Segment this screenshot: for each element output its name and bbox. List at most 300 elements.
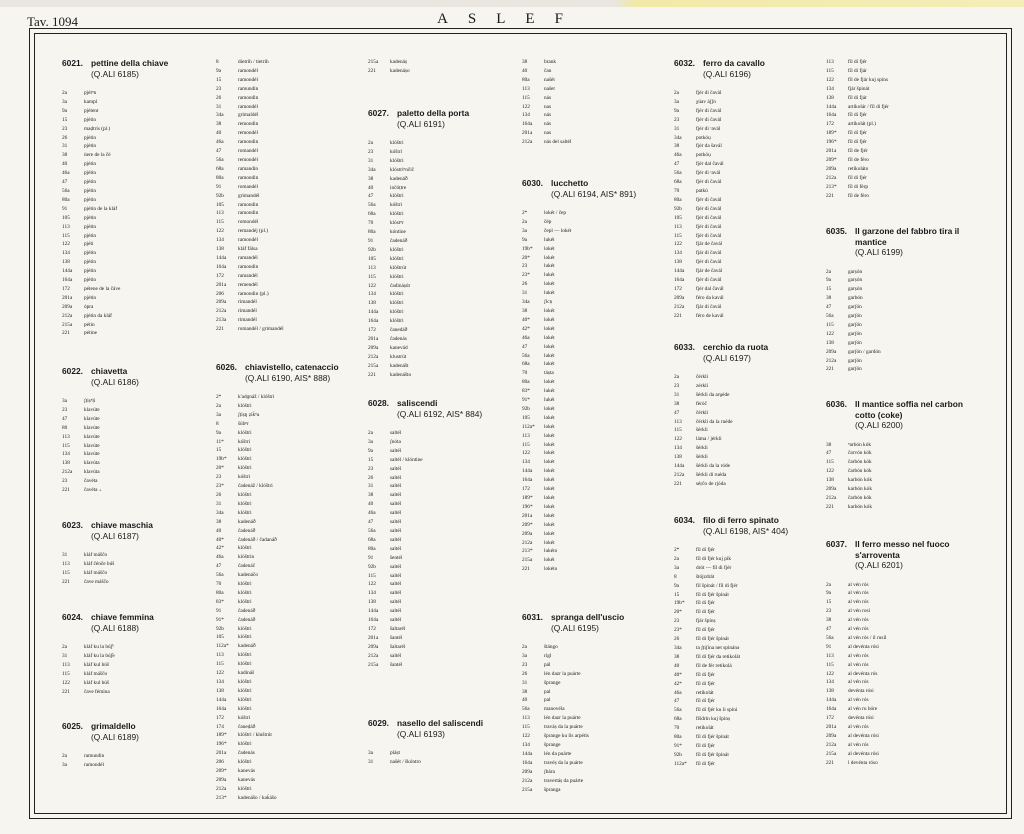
- list-item: [62, 134, 207, 143]
- point-code: 38: [674, 143, 680, 150]
- list-item: [674, 662, 819, 671]
- list-item: [826, 138, 971, 147]
- point-code: 164a: [522, 121, 533, 128]
- dialect-form: saltél / klóntine: [390, 456, 423, 463]
- list-item: [522, 679, 667, 688]
- entry: [522, 58, 667, 147]
- dialect-form: lokét: [544, 254, 555, 261]
- entry-title: grimaldello: [91, 721, 136, 731]
- entry-heading: [368, 718, 513, 729]
- dialect-form: fíl di fjér: [696, 760, 715, 767]
- dialect-form: šérkli da la róde: [696, 463, 730, 470]
- list-item: [826, 268, 971, 277]
- point-code: 138: [62, 259, 70, 266]
- point-code: 56a: [826, 634, 834, 641]
- list-item: [62, 125, 207, 134]
- point-code: 209a: [826, 486, 837, 493]
- list-item: [368, 527, 513, 536]
- dialect-form: klóštri: [238, 589, 252, 596]
- list-item: [368, 598, 513, 607]
- list-item: [674, 462, 819, 471]
- list-item: [216, 272, 361, 281]
- list-item: [826, 103, 971, 112]
- dialect-form: fíl di fjér: [696, 609, 715, 616]
- dialect-form: nás: [544, 121, 552, 128]
- entry-heading: [674, 515, 819, 526]
- dialect-form: pjétin: [84, 277, 97, 284]
- point-code: 19b*: [216, 456, 227, 463]
- point-code: 9a: [216, 67, 221, 74]
- entry-title: Il ferro messo nel fuoco s'arroventa: [855, 539, 950, 560]
- list-item: [826, 687, 971, 696]
- dialect-form: čaneḍáð: [238, 723, 256, 730]
- entry: [368, 108, 513, 379]
- list-item: [674, 205, 819, 214]
- list-item: [216, 76, 361, 85]
- point-code: 138: [826, 477, 834, 484]
- dialect-form: fíl di fèrp: [848, 183, 869, 190]
- list-item: [674, 555, 819, 564]
- entry-title: Il mantice soffia nel carbon cotto (coke): [855, 399, 963, 420]
- dialect-form: fjár di čavál: [696, 303, 722, 310]
- dialect-form: romandél: [238, 183, 259, 190]
- entry: [62, 612, 207, 696]
- point-code: 2a: [62, 753, 67, 759]
- dialect-form: fjár di čavál: [696, 250, 722, 257]
- point-code: 215a: [368, 362, 379, 369]
- point-code: 138: [216, 687, 224, 694]
- entry-title: cerchio da ruota: [703, 342, 769, 352]
- list-item: [216, 633, 361, 642]
- dialect-form: fjér di čavál: [696, 259, 722, 266]
- list-item: [674, 626, 819, 635]
- dialect-form: čadenáð: [238, 527, 256, 534]
- point-code: 138: [674, 259, 682, 266]
- point-code: 91: [216, 183, 222, 190]
- list-item: [368, 580, 513, 589]
- list-item: [368, 465, 513, 474]
- list-item: [368, 344, 513, 353]
- list-item: [62, 433, 207, 442]
- dialect-form: klóštri: [238, 652, 252, 659]
- point-code: 47: [674, 698, 680, 705]
- point-code: 40*: [522, 316, 530, 323]
- list-item: [522, 449, 667, 458]
- point-code: 92b: [216, 625, 224, 632]
- dialect-form: saltél: [390, 652, 402, 659]
- list-item: [522, 556, 667, 565]
- point-code: 47: [368, 193, 374, 200]
- point-code: 9a: [826, 590, 831, 597]
- dialect-form: remondél: [238, 130, 259, 137]
- point-code: 221: [62, 330, 70, 337]
- list-item: [368, 643, 513, 652]
- dialect-form: klóštri: [238, 705, 252, 712]
- dialect-form: garʃón: [848, 304, 862, 311]
- point-code: 113: [522, 85, 530, 92]
- dialect-form: čadenáð: [390, 237, 408, 244]
- list-item: [216, 254, 361, 263]
- dialect-form: pétene de la čáve: [84, 285, 121, 292]
- list-item: [674, 680, 819, 689]
- dialect-form: fjér di ᶜavál: [696, 170, 721, 177]
- point-code: 46a: [216, 139, 224, 146]
- list-item: [522, 441, 667, 450]
- dialect-form: garbón: [848, 295, 863, 302]
- point-code: 56a: [674, 707, 682, 714]
- list-item: [216, 464, 361, 473]
- dialect-form: karbón kók: [848, 486, 872, 493]
- list-item: [674, 382, 819, 391]
- point-code: 113: [826, 59, 834, 65]
- point-code: 113: [216, 210, 224, 217]
- point-code: 23: [674, 618, 680, 625]
- list-item: [522, 643, 667, 652]
- dialect-form: štójzdrát: [696, 573, 715, 580]
- dialect-form: fjér di čavál: [696, 223, 722, 230]
- dialect-form: garʃón: [848, 330, 862, 337]
- point-code: 174: [216, 723, 224, 730]
- dialect-form: kadenáṣo: [390, 67, 410, 74]
- dialect-form: klóštri: [390, 318, 404, 325]
- entry-number: 6024.: [62, 612, 83, 622]
- point-code: 213*: [216, 794, 227, 801]
- list-item: [216, 307, 361, 316]
- list-item: [522, 723, 667, 732]
- dialect-form: lokét: [544, 459, 555, 466]
- point-code: 122: [826, 468, 834, 475]
- point-code: 19b*: [522, 245, 533, 252]
- list-item: [522, 111, 667, 120]
- dialect-form: lokét: [544, 423, 555, 430]
- dialect-form: fíl di fjér ku li spíni: [696, 707, 738, 714]
- dialect-form: kláf kul búš: [84, 679, 110, 686]
- dialect-form: fíšdrin kuj špinṣ: [696, 716, 731, 723]
- list-item: [368, 518, 513, 527]
- list-item: [674, 294, 819, 303]
- dialect-form: kóntine: [390, 229, 406, 236]
- dialect-form: ramandél: [238, 272, 258, 279]
- point-code: 42*: [674, 680, 682, 687]
- point-code: 221: [826, 192, 834, 199]
- point-code: 144a: [522, 468, 533, 475]
- list-item: [826, 348, 971, 357]
- point-code: 209a: [826, 348, 837, 355]
- list-item: [368, 491, 513, 500]
- dialect-form: lokét: [544, 486, 555, 493]
- entry: [216, 362, 361, 803]
- dialect-form: šérkli di ruéda: [696, 471, 727, 478]
- dialect-form: ramondin: [238, 174, 259, 181]
- dialect-form: klóštri: [238, 581, 252, 588]
- list-item: [368, 290, 513, 299]
- dialect-form: saltél: [390, 617, 402, 624]
- point-code: 23: [522, 263, 528, 270]
- dialect-form: l devénta róso: [848, 759, 878, 766]
- dialect-form: ʃnóta: [390, 438, 401, 445]
- point-code: 122: [674, 241, 682, 248]
- entry-number: 6026.: [216, 362, 237, 372]
- dialect-form: klavúta: [84, 460, 100, 467]
- list-item: [368, 661, 513, 670]
- point-code: 38: [522, 59, 528, 65]
- point-code: 138: [826, 339, 834, 346]
- dialect-form: inčóṭtre: [390, 184, 407, 191]
- dialect-form: rígl: [544, 652, 552, 659]
- list-item: [216, 696, 361, 705]
- list-item: [522, 432, 667, 441]
- dialect-form: saltél: [390, 465, 402, 472]
- list-item: [368, 237, 513, 246]
- dialect-form: kláf kul búš: [84, 661, 110, 668]
- point-code: 40: [216, 130, 222, 137]
- point-code: 164a: [522, 477, 533, 484]
- point-code: 209a: [522, 768, 533, 775]
- point-code: 221: [62, 688, 70, 695]
- dialect-form: ramondél: [238, 67, 259, 74]
- point-code: 9a: [62, 107, 67, 114]
- point-code: 112a*: [522, 423, 535, 430]
- point-code: 47: [62, 179, 68, 186]
- point-code: 215a: [368, 661, 379, 668]
- point-code: 115: [62, 569, 70, 576]
- point-code: 3a: [62, 398, 67, 404]
- dialect-form: čarbón kók: [848, 494, 872, 501]
- dialect-form: saltél: [390, 501, 402, 508]
- entry-source: (Q.ALI 6190, AIS* 888): [245, 372, 331, 383]
- list-item: [216, 723, 361, 732]
- dialect-form: grimaldél: [238, 112, 259, 119]
- point-code: 80a: [62, 196, 70, 203]
- dialect-form: remondin: [238, 121, 259, 128]
- list-item: [674, 232, 819, 241]
- point-code: 34a: [674, 134, 682, 141]
- point-code: 23: [522, 661, 528, 668]
- dialect-form: klóštri: [238, 759, 252, 766]
- dialect-form: pjétin: [84, 143, 97, 150]
- point-code: 15: [368, 456, 374, 463]
- dialect-form: našét / škóntro: [390, 758, 421, 765]
- list-item: [216, 776, 361, 785]
- point-code: 144a: [62, 268, 73, 275]
- list-item: [368, 264, 513, 273]
- list-item: [216, 705, 361, 714]
- list-item: [216, 562, 361, 571]
- list-item: [826, 303, 971, 312]
- dialect-form: klóštri: [238, 447, 252, 454]
- point-code: 209a: [522, 530, 533, 537]
- point-code: 80a: [216, 174, 224, 181]
- dialect-form: ópra: [84, 303, 94, 310]
- dialect-form: lén dazr la puárte: [544, 670, 581, 677]
- point-code: 113: [62, 560, 70, 567]
- list-item: [216, 749, 361, 758]
- entry-number: 6029.: [368, 718, 389, 728]
- dialect-form: retikolát: [696, 725, 714, 732]
- point-code: 113: [522, 715, 530, 722]
- list-item: [62, 276, 207, 285]
- point-code: 115: [216, 661, 224, 668]
- point-code: 144a: [368, 608, 379, 615]
- point-code: 209a: [674, 294, 685, 301]
- entry-heading: [522, 178, 667, 189]
- point-code: 56a: [216, 156, 224, 163]
- point-code: 172: [826, 121, 834, 128]
- point-code: 209a: [62, 303, 73, 310]
- point-code: 212a: [216, 308, 227, 315]
- list-item: [826, 750, 971, 759]
- list-item: [826, 449, 971, 458]
- list-item: [826, 183, 971, 192]
- entry-title: pettine della chiave: [91, 58, 169, 68]
- point-code: 34a: [522, 299, 530, 306]
- point-code: 70: [522, 370, 528, 377]
- point-code: 138: [62, 460, 70, 467]
- list-item: [522, 289, 667, 298]
- point-code: 9a: [368, 447, 373, 454]
- list-item: [368, 536, 513, 545]
- list-item: [674, 373, 819, 382]
- point-code: 115: [368, 273, 376, 280]
- dialect-form: ramondél: [238, 76, 259, 83]
- dialect-form: čarvón kók: [848, 450, 872, 457]
- point-code: 215a: [522, 786, 533, 793]
- dialect-form: klóstriⁿnčič: [390, 166, 415, 173]
- point-code: 134: [368, 590, 376, 597]
- dialect-form: klóštrút: [390, 264, 407, 271]
- entry: [62, 58, 207, 338]
- point-code: 34a: [674, 644, 682, 651]
- point-code: 80a: [674, 196, 682, 203]
- dialect-form: kláf máščo: [84, 552, 108, 558]
- point-code: 115: [674, 427, 682, 434]
- list-item: [522, 750, 667, 759]
- point-code: 164a: [216, 705, 227, 712]
- dialect-form: klavúte: [84, 442, 100, 449]
- list-item: [216, 500, 361, 509]
- list-item: [62, 442, 207, 451]
- dialect-form: čepl — lokét: [544, 227, 572, 234]
- list-item: [368, 554, 513, 563]
- dialect-form: karbón kók: [848, 503, 872, 510]
- list-item: [522, 547, 667, 556]
- point-code: 115: [216, 219, 224, 226]
- list-item: [674, 471, 819, 480]
- dialect-form: pal: [544, 697, 551, 704]
- dialect-form: fíl de fjár kuj spíns: [848, 76, 889, 83]
- list-item: [522, 352, 667, 361]
- list-item: [826, 365, 971, 374]
- dialect-form: garʃón: [848, 321, 862, 328]
- dialect-form: fjér di čavál: [696, 214, 722, 221]
- entry-title: nasello del saliscendi: [397, 718, 484, 728]
- list-item: [368, 246, 513, 255]
- dialect-form: šérkli: [696, 454, 708, 461]
- point-code: 80a: [674, 734, 682, 741]
- dialect-form: al vén rós: [848, 724, 869, 730]
- entry-title: lucchetto: [551, 178, 589, 188]
- dialect-form: féro da kavál: [696, 294, 724, 301]
- list-item: [826, 759, 971, 768]
- dialect-form: fil špinát / fil di fjér: [696, 582, 738, 589]
- entry-source: (Q.ALI 6185): [91, 68, 139, 79]
- entry-title: chiavetta: [91, 366, 128, 376]
- list-item: [674, 444, 819, 453]
- dialect-form: drót — fíl di fjér: [696, 564, 732, 571]
- list-item: [368, 67, 513, 76]
- dialect-form: féro de kavál: [696, 312, 724, 319]
- point-code: 138: [368, 300, 376, 307]
- dialect-form: al vén rós: [848, 697, 869, 704]
- dialect-form: pjétin da kláf: [84, 312, 112, 319]
- point-code: 209a: [216, 776, 227, 783]
- dialect-form: ramundin: [84, 753, 105, 759]
- point-code: 122: [368, 282, 376, 289]
- dialect-form: al devénta rósi: [848, 643, 879, 650]
- entry-title: ferro da cavallo: [703, 58, 765, 68]
- dialect-form: pjétin: [84, 250, 97, 257]
- list-item: [368, 607, 513, 616]
- entry: [674, 515, 819, 769]
- entry-heading: [368, 108, 513, 119]
- point-code: 23: [826, 608, 832, 615]
- list-item: [216, 245, 361, 254]
- point-code: 92b: [368, 563, 376, 570]
- dialect-form: travertáṣ da puárte: [544, 777, 584, 784]
- list-item: [826, 330, 971, 339]
- list-item: [368, 228, 513, 237]
- list-item: [216, 536, 361, 545]
- list-item: [826, 616, 971, 625]
- dialect-form: fèròč: [696, 400, 707, 407]
- dialect-form: ramondin: [238, 139, 259, 146]
- list-item: [674, 409, 819, 418]
- dialect-form: al vén rós: [848, 617, 869, 624]
- list-item: [216, 138, 361, 147]
- dialect-form: klóštri: [238, 661, 252, 668]
- list-item: [62, 321, 207, 330]
- dialect-form: klavúte: [84, 451, 100, 458]
- list-item: [216, 67, 361, 76]
- dialect-form: romandél: [238, 148, 259, 155]
- dialect-form: garʃón / gardón: [848, 348, 881, 355]
- list-item: [674, 223, 819, 232]
- point-code: 38: [674, 400, 680, 407]
- dialect-form: remendél: [238, 281, 258, 288]
- list-item: [368, 201, 513, 210]
- entry-number: 6034.: [674, 515, 695, 525]
- point-code: 92b: [368, 246, 376, 253]
- list-item: [674, 480, 819, 489]
- point-code: 40*: [674, 671, 682, 678]
- list-item: [62, 160, 207, 169]
- dialect-form: kadenáð: [238, 518, 256, 525]
- point-code: 113: [674, 223, 682, 230]
- point-code: 122: [674, 436, 682, 443]
- dialect-form: lokét: [544, 307, 555, 314]
- list-item: [62, 267, 207, 276]
- dialect-form: pjétin: [84, 170, 97, 177]
- dialect-form: klóštri: [238, 500, 252, 507]
- point-code: 213*: [826, 183, 837, 190]
- point-code: 80a: [522, 76, 530, 83]
- dialect-form: klavúte: [84, 433, 100, 440]
- entry: [62, 520, 207, 587]
- list-item: [826, 661, 971, 670]
- entry-title: paletto della porta: [397, 108, 470, 118]
- list-item: [522, 539, 667, 548]
- list-item: [522, 360, 667, 369]
